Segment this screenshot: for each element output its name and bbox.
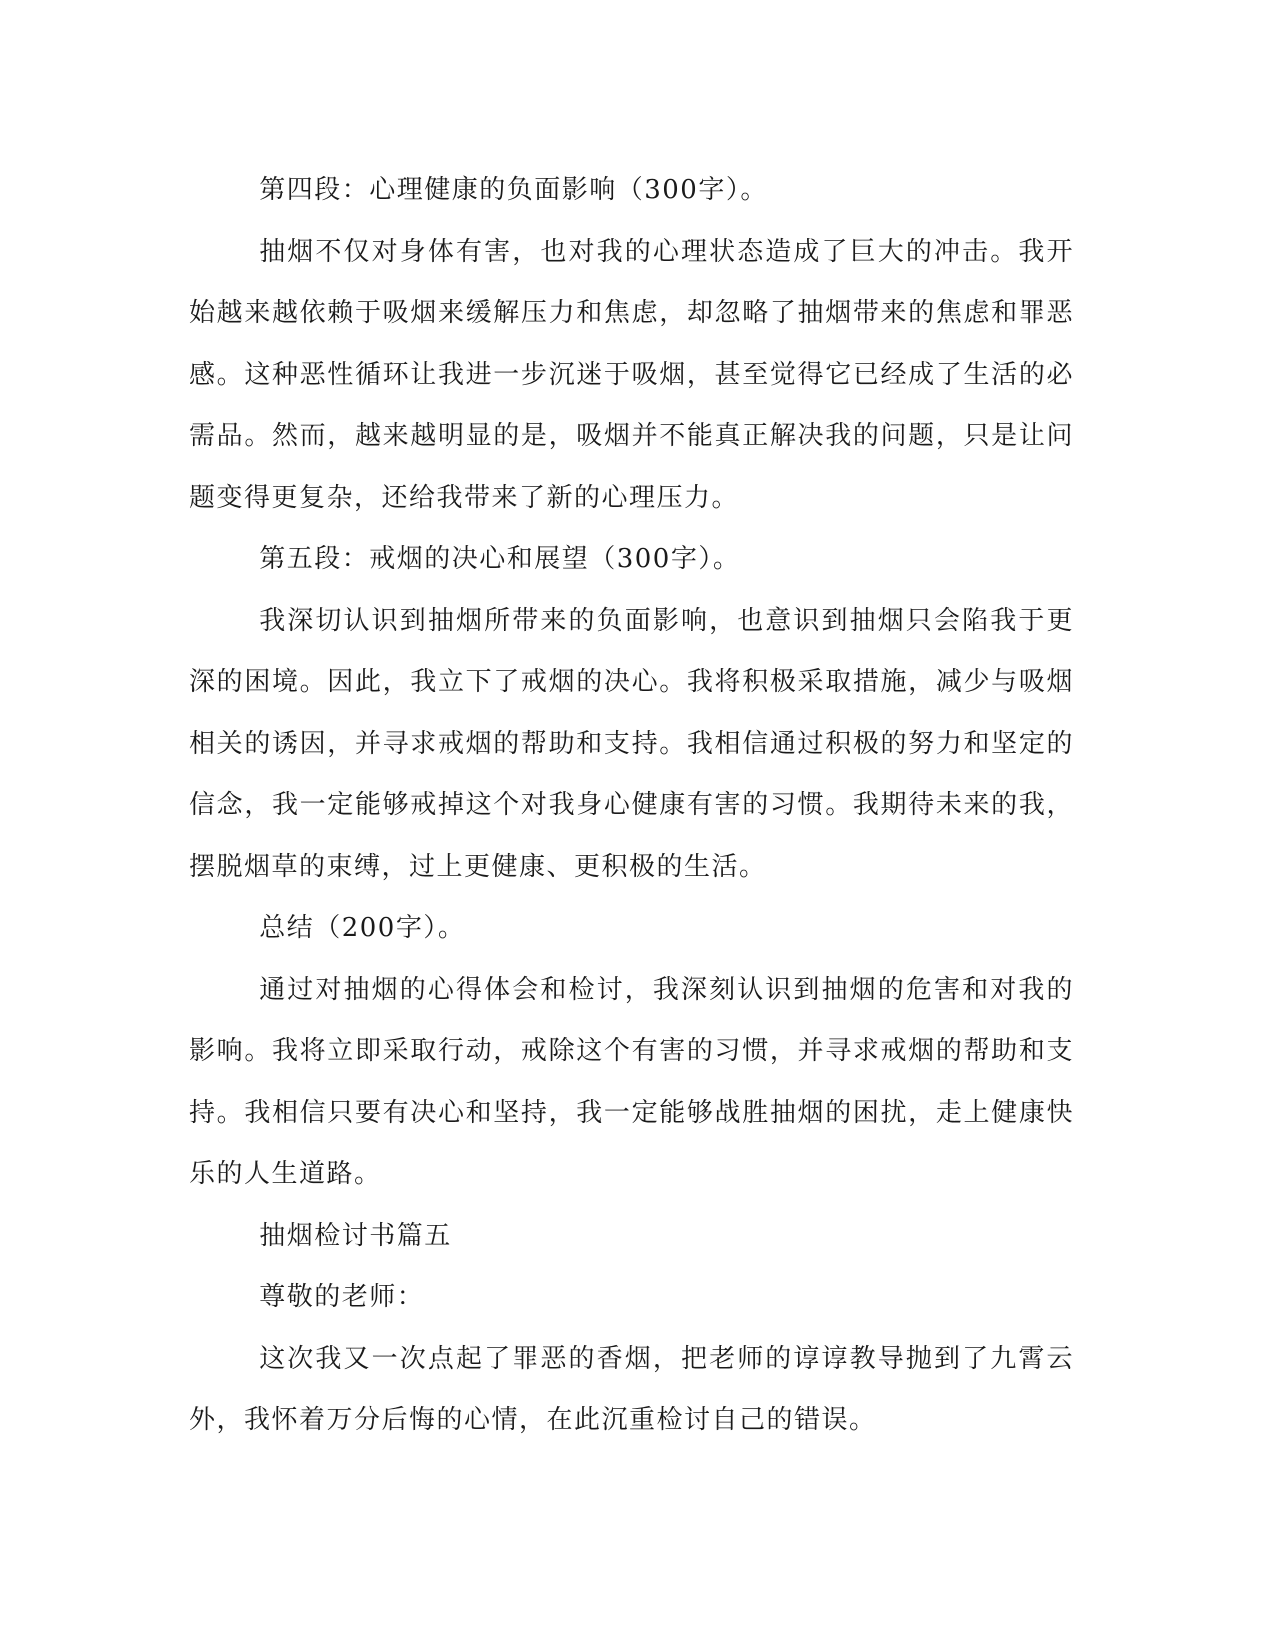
paragraph-letter-opening: 这次我又一次点起了罪恶的香烟，把老师的谆谆教导抛到了九霄云外，我怀着万分后悔的心情，在此沉重检讨自己的错误。	[189, 1343, 1074, 1435]
paragraph-summary: 通过对抽烟的心得体会和检讨，我深刻认识到抽烟的危害和对我的影响。我将立即采取行动，戒除这个有害的习惯，并寻求戒烟的帮助和支持。我相信只要有决心和坚持，我一定能够战胜抽烟的困扰，走上健康快乐的人生道路。	[189, 974, 1074, 1189]
section-heading-5: 第五段：戒烟的决心和展望（300字）。	[259, 544, 741, 574]
paragraph-mental-health: 抽烟不仅对身体有害，也对我的心理状态造成了巨大的冲击。我开始越来越依赖于吸烟来缓解压力和焦虑，却忽略了抽烟带来的焦虑和罪恶感。这种恶性循环让我进一步沉迷于吸烟，甚至觉得它已经成了生活的必需品。然而，越来越明显的是，吸烟并不能真正解决我的问题，只是让问题变得更复杂，还给我带来了新的心理压力。	[189, 236, 1074, 513]
salutation: 尊敬的老师：	[259, 1282, 425, 1312]
article-title: 抽烟检讨书篇五	[259, 1220, 452, 1251]
summary-heading: 总结（200字）。	[259, 913, 466, 943]
paragraph-resolution: 我深切认识到抽烟所带来的负面影响，也意识到抽烟只会陷我于更深的困境。因此，我立下了戒烟的决心。我将积极采取措施，减少与吸烟相关的诱因，并寻求戒烟的帮助和支持。我相信通过积极的努力和坚定的信念，我一定能够戒掉这个对我身心健康有害的习惯。我期待未来的我，摆脱烟草的束缚，过上更健康、更积极的生活。	[189, 605, 1074, 882]
document-body	[189, 160, 1074, 1452]
section-heading-4: 第四段：心理健康的负面影响（300字）。	[259, 175, 768, 205]
